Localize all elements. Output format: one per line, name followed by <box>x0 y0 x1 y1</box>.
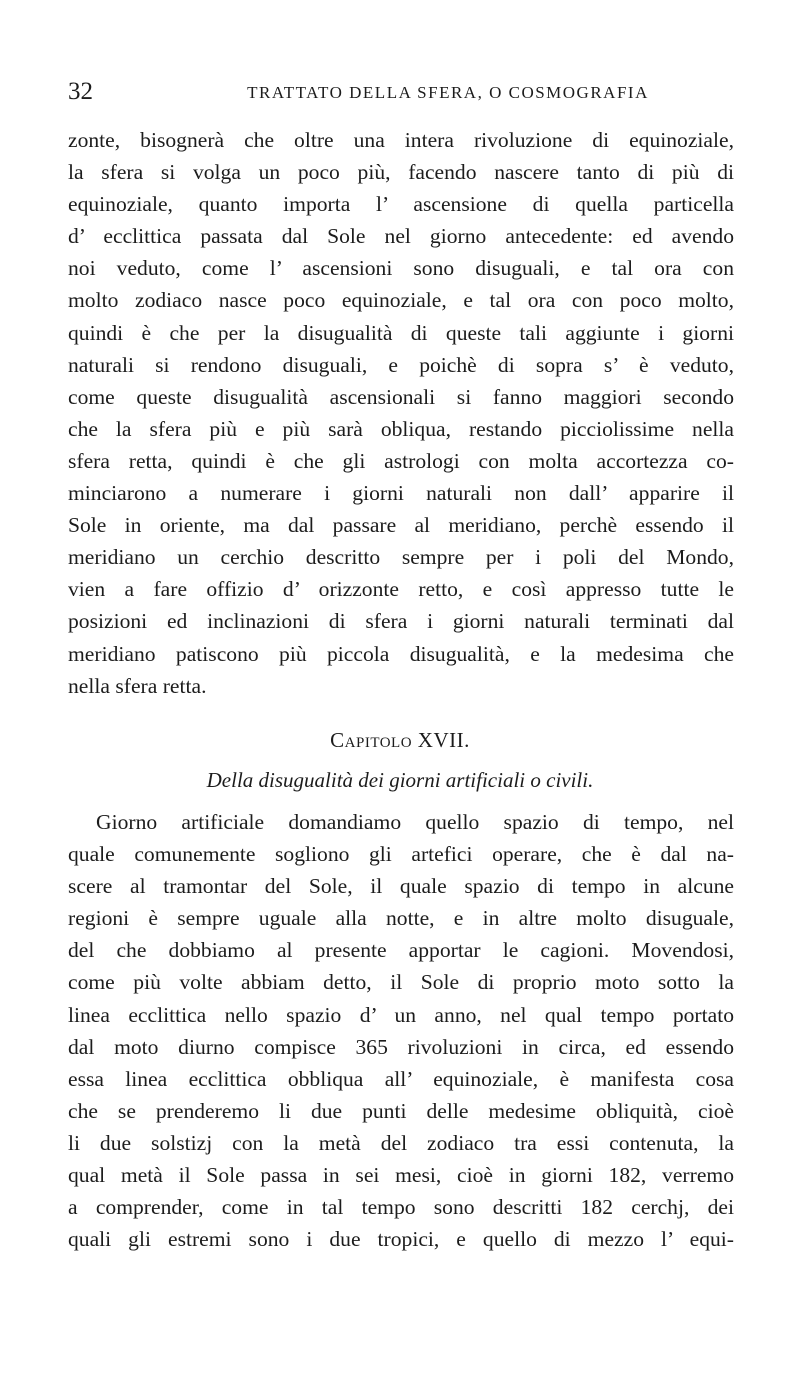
chapter-subtitle: Della disugualità dei giorni artificiali o civili. <box>206 768 594 792</box>
text-line: scere al tramontar del Sole, il quale spazio di tempo in alcune <box>68 874 734 899</box>
text-line: Giorno artificiale domandiamo quello spazio di tempo, nel <box>96 810 734 834</box>
text-line: qual metà il Sole passa in sei mesi, cioè in giorni 182, verremo <box>68 1163 734 1188</box>
text-line: d’ ecclittica passata dal Sole nel giorno antecedente: ed avendo <box>68 224 734 249</box>
text-line: posizioni ed inclinazioni di sfera i giorni naturali terminati dal <box>68 609 734 634</box>
text-line: minciarono a numerare i giorni naturali non dall’ apparire il <box>68 481 734 506</box>
text-line: del che dobbiamo al presente apportar le cagioni. Movendosi, <box>68 938 734 963</box>
text-line: meridiano un cerchio descritto sempre per i poli del Mondo, <box>68 545 734 570</box>
running-head: TRATTATO DELLA SFERA, O COSMOGRAFIA <box>247 83 649 102</box>
text-line: quindi è che per la disugualità di queste tali aggiunte i giorni <box>68 320 734 345</box>
text-line: Sole in oriente, ma dal passare al meridiano, perchè essendo il <box>68 513 734 538</box>
page-header <box>68 77 734 107</box>
chapter-heading <box>0 726 800 754</box>
chapter-heading-text: Capitolo XVII. <box>330 728 470 752</box>
text-line: come più volte abbiam detto, il Sole di proprio moto sotto la <box>68 970 734 995</box>
text-line: nella sfera retta. <box>68 673 207 698</box>
text-line: come queste disugualità ascensionali si fanno maggiori secondo <box>68 384 734 409</box>
page-number: 32 <box>68 78 93 105</box>
text-line: la sfera si volga un poco più, facendo nascere tanto di più di <box>68 160 734 185</box>
text-line: equinoziale, quanto importa l’ ascensione di quella particella <box>68 192 734 217</box>
text-line: naturali si rendono disuguali, e poichè di sopra s’ è veduto, <box>68 352 734 377</box>
text-line: noi veduto, come l’ ascensioni sono disuguali, e tal ora con <box>68 256 734 281</box>
paragraph-continuation <box>68 124 734 702</box>
text-line: quali gli estremi sono i due tropici, e quello di mezzo l’ equi- <box>68 1227 734 1252</box>
text-line: essa linea ecclittica obbliqua all’ equinoziale, è manifesta cosa <box>68 1066 734 1091</box>
text-line: dal moto diurno compisce 365 rivoluzioni in circa, ed essendo <box>68 1034 734 1059</box>
paragraph-chapter-opening <box>68 806 734 1255</box>
text-line: vien a fare offizio d’ orizzonte retto, e così appresso tutte le <box>68 577 734 602</box>
text-line: regioni è sempre uguale alla notte, e in altre molto disuguale, <box>68 906 734 931</box>
text-line: sfera retta, quindi è che gli astrologi con molta accortezza co- <box>68 448 734 473</box>
text-line: li due solstizj con la metà del zodiaco tra essi contenuta, la <box>68 1130 734 1155</box>
text-line: che la sfera più e più sarà obliqua, restando picciolissime nella <box>68 416 734 441</box>
text-line: che se prenderemo li due punti delle medesime obliquità, cioè <box>68 1098 734 1123</box>
text-line: molto zodiaco nasce poco equinoziale, e tal ora con poco molto, <box>68 288 734 313</box>
text-line: linea ecclittica nello spazio d’ un anno, nel qual tempo portato <box>68 1002 734 1027</box>
text-line: zonte, bisognerà che oltre una intera rivoluzione di equinoziale, <box>68 128 734 152</box>
text-line: a comprender, come in tal tempo sono descritti 182 cerchj, dei <box>68 1195 734 1220</box>
text-line: quale comunemente sogliono gli artefici operare, che è dal na- <box>68 842 734 867</box>
text-line: meridiano patiscono più piccola disugualità, e la medesima che <box>68 641 734 666</box>
